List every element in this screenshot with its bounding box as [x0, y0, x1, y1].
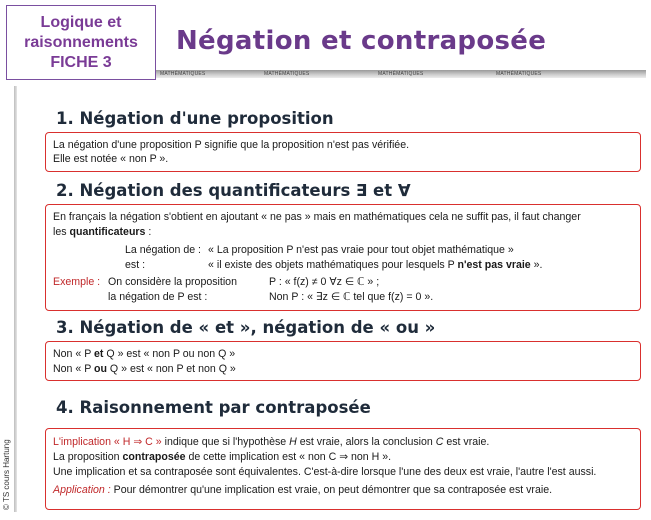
application-text: Pour démontrer qu'une implication est vraie, on peut démontrer que sa contraposée est vraie.	[110, 484, 553, 496]
implication-label: L'implication « H ⇒ C »	[53, 436, 162, 448]
page-title: Négation et contraposée	[176, 26, 547, 56]
ou-keyword: ou	[94, 363, 107, 375]
section-1-box	[45, 132, 641, 172]
sheet-number: FICHE 3	[50, 53, 112, 71]
contraposee-term: contraposée	[122, 451, 186, 463]
s3-line-1	[53, 347, 235, 361]
section-3-box	[45, 341, 641, 381]
s4-line-1-d: est vraie, alors la conclusion	[296, 436, 436, 448]
et-keyword: et	[94, 348, 104, 360]
s4-line-3: Une implication et sa contraposée sont équivalentes. C'est-à-dire lorsque l'une des deux est vraie, l'autre l'est aussi.	[53, 466, 597, 478]
category-line-2: raisonnements	[24, 33, 138, 51]
s4-line-2	[53, 450, 391, 464]
s3-line-2-c: Q » est « non P et non Q »	[106, 363, 236, 375]
s4-line-1-b: indique que si l'hypothèse	[161, 436, 290, 448]
application-label: Application :	[53, 484, 111, 496]
s4-line-2-c: de cette implication est « non C ⇒ non H ».	[185, 451, 392, 463]
s2-line-2-c: :	[145, 226, 152, 238]
s2-line-1: En français la négation s'obtient en ajoutant « ne pas » mais en mathématiques cela ne suffit pas, il faut changer	[53, 211, 581, 223]
section-1-title: 1. Négation d'une proposition	[56, 109, 334, 128]
s3-line-2-a: Non « P	[53, 363, 95, 375]
s4-line-2-a: La proposition	[53, 451, 123, 463]
s4-line-1-f: est vraie.	[443, 436, 490, 448]
negation-label: La négation de :	[125, 244, 201, 256]
h-variable: H	[289, 436, 297, 448]
est-text-a: « il existe des objets mathématiques pour lesquels P	[208, 259, 458, 271]
copyright-text: © TS cours Hartung	[2, 439, 11, 510]
example-text: On considère la proposition	[108, 276, 237, 288]
example-formula: P : « f(z) ≠ 0 ∀z ∈ ℂ » ;	[269, 276, 380, 288]
section-2-title: 2. Négation des quantificateurs ∃ et ∀	[56, 181, 411, 200]
s1-line-1: La négation d'une proposition P signifie que la proposition n'est pas vérifiée.	[53, 139, 410, 151]
s1-line-2: Elle est notée « non P ».	[53, 153, 169, 165]
sheet-category-box	[6, 5, 156, 80]
example-label: Exemple :	[53, 276, 101, 288]
est-text-bold: n'est pas vraie	[457, 259, 531, 271]
section-4-title: 4. Raisonnement par contraposée	[56, 398, 371, 417]
section-3-title: 3. Négation de « et », négation de « ou »	[56, 318, 436, 337]
ribbon-word: MATHÉMATIQUES	[496, 71, 542, 77]
s4-line-1	[53, 435, 489, 449]
est-text	[208, 258, 542, 272]
side-rule	[14, 86, 17, 512]
ribbon-word: MATHÉMATIQUES	[160, 71, 206, 77]
quantificateurs-term: quantificateurs	[69, 226, 146, 238]
s3-line-1-a: Non « P	[53, 348, 95, 360]
s4-line-4	[53, 483, 552, 497]
s2-line-2-a: les	[53, 226, 70, 238]
ribbon-word: MATHÉMATIQUES	[378, 71, 424, 77]
s3-line-2	[53, 362, 236, 376]
est-label: est :	[125, 259, 146, 271]
negation-p-formula: Non P : « ∃z ∈ ℂ tel que f(z) = 0 ».	[269, 291, 434, 303]
negation-text: « La proposition P n'est pas vraie pour tout objet mathématique »	[208, 244, 514, 256]
header-ribbon	[156, 70, 646, 78]
section-2-box	[45, 204, 641, 311]
negation-p-label: la négation de P est :	[108, 291, 208, 303]
section-4-box	[45, 428, 641, 510]
category-line-1: Logique et	[40, 13, 122, 31]
est-text-c: ».	[530, 259, 543, 271]
s2-line-2	[53, 225, 151, 239]
ribbon-word: MATHÉMATIQUES	[264, 71, 310, 77]
c-variable: C	[435, 436, 444, 448]
s3-line-1-c: Q » est « non P ou non Q »	[103, 348, 236, 360]
